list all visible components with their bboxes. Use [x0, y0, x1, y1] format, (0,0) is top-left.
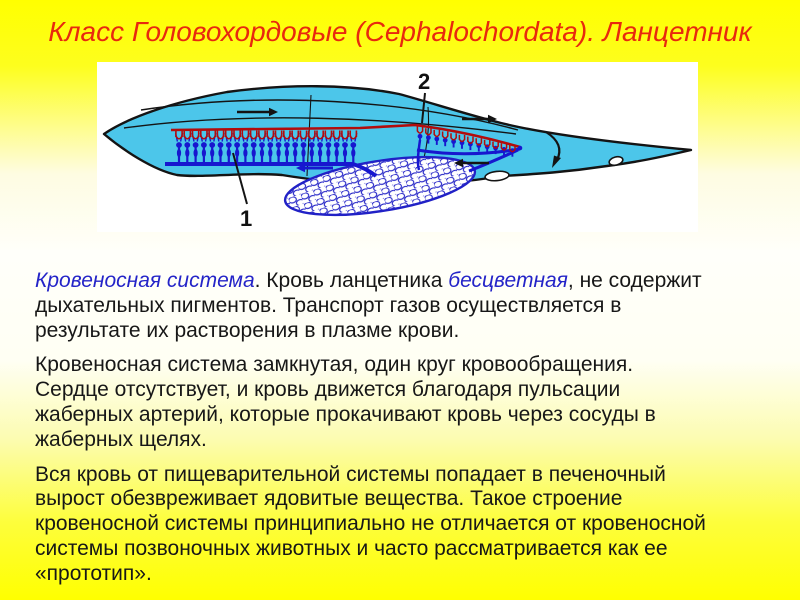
text-segment: дыхательных пигментов. Транспорт газов осуществляется в	[35, 293, 622, 317]
text-line	[35, 294, 783, 319]
text-segment: . Кровь ланцетника	[254, 269, 449, 292]
text-segment: Кровеносная система замкнутая, один круг кровообращения.	[35, 353, 634, 377]
text-segment: результате их растворения в плазме крови.	[35, 318, 460, 342]
lancelet-diagram	[97, 62, 698, 232]
text-line	[35, 428, 783, 453]
text-segment: Сердце отсутствует, и кровь движется благодаря пульсации	[35, 378, 621, 402]
slide-body-text	[35, 259, 783, 597]
text-line	[35, 269, 783, 294]
text-line	[35, 512, 783, 537]
text-line	[35, 403, 783, 428]
vessel-convergence	[518, 146, 523, 151]
text-segment: жаберных артерий, которые прокачивают кровь через сосуды в	[35, 402, 656, 426]
text-line	[35, 562, 783, 587]
text-line	[35, 487, 783, 512]
text-line	[35, 463, 783, 488]
text-segment: кровеносной системы принципиально не отличается от кровеносной	[35, 512, 706, 536]
text-segment-accent: бесцветная	[448, 269, 568, 292]
lancelet-diagram-svg	[97, 62, 698, 232]
text-line	[35, 353, 783, 378]
text-segment-accent: Кровеносная система	[35, 269, 255, 292]
text-line	[35, 378, 783, 403]
slide-title: Класс Головохордовые (Cephalochordata). Ланцетник	[48, 16, 752, 47]
text-segment: жаберных щелях.	[35, 427, 207, 451]
text-segment: «прототип».	[35, 561, 152, 585]
text-line	[35, 537, 783, 562]
text-segment: , не содержит	[567, 269, 702, 292]
label-1: 1	[240, 206, 253, 231]
text-segment: вырост обезвреживает ядовитые вещества. Такое строение	[35, 487, 623, 511]
text-segment: Вся кровь от пищеварительной системы попадает в печеночный	[35, 462, 666, 486]
label-2: 2	[418, 69, 431, 94]
text-line	[35, 319, 783, 344]
text-segment: системы позвоночных животных и часто рассматривается как ее	[35, 536, 668, 560]
